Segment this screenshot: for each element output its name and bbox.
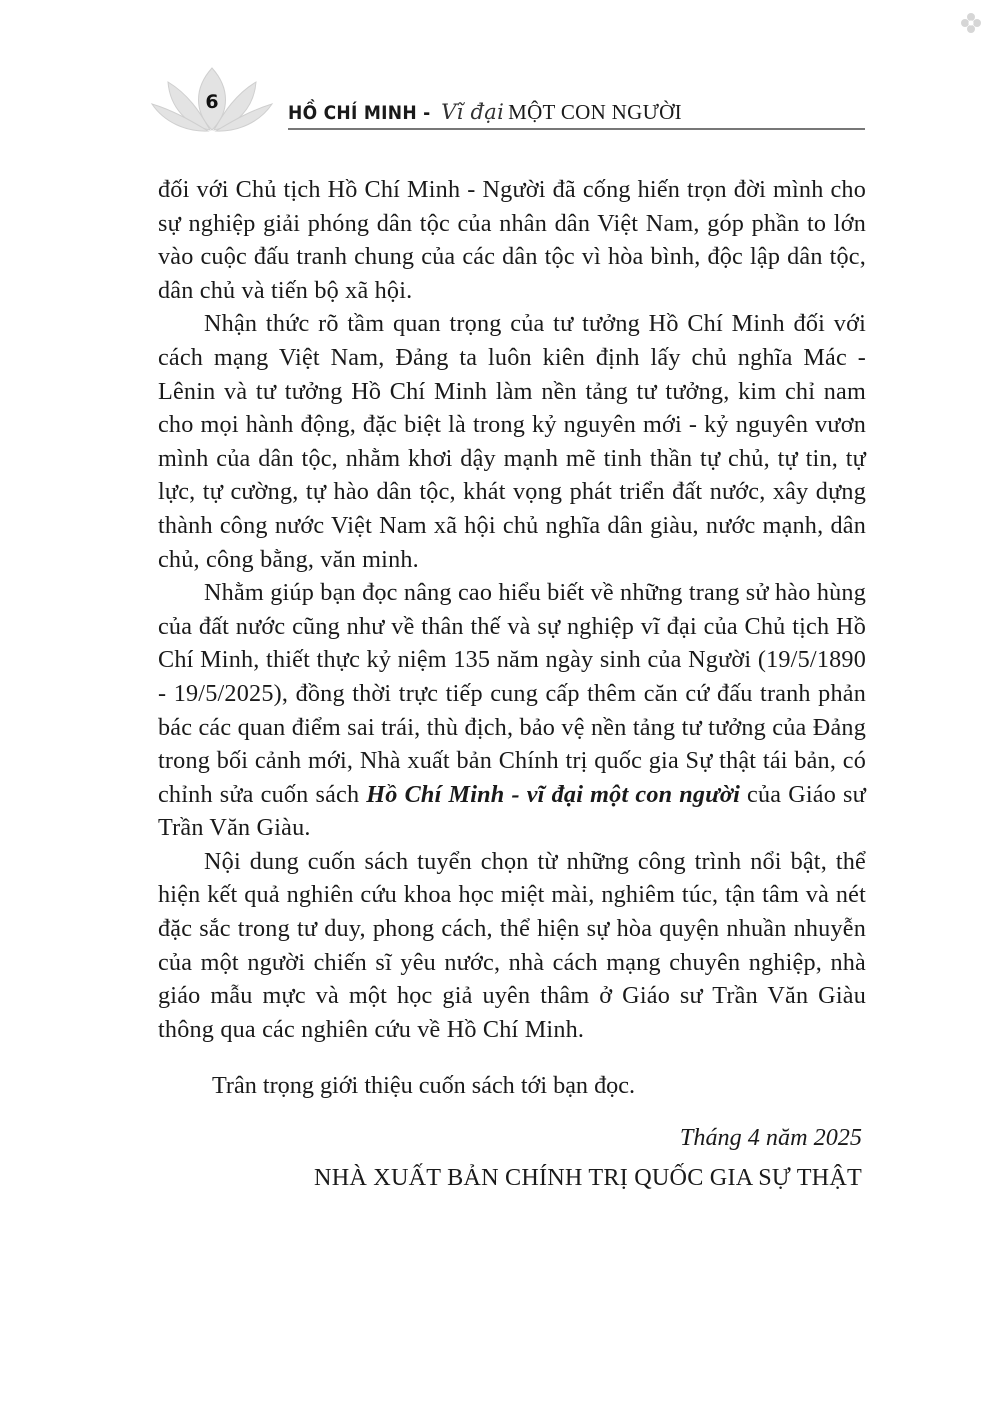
paragraph-book-intro <box>158 576 866 845</box>
book-title: Hồ Chí Minh - vĩ đại một con người <box>366 780 741 808</box>
page-header <box>150 60 865 135</box>
paragraph: Nhận thức rõ tầm quan trọng của tư tưởng Hồ Chí Minh đối với cách mạng Việt Nam, Đảng ta luôn kiên định lấy chủ nghĩa Mác - Lênin và tư tưởng Hồ Chí Minh làm nền tảng tư tưởng, kim chỉ nam cho mọi hành động, đặc biệt là trong kỷ nguyên mới - kỷ nguyên vươn mình của dân tộc, nhằm khơi dậy mạnh mẽ tinh thần tự chủ, tự tin, tự lực, tự cường, tự hào dân tộc, khát vọng phát triển đất nước, xây dựng thành công nước Việt Nam xã hội chủ nghĩa dân giàu, nước mạnh, dân chủ, công bằng, văn minh. <box>158 310 866 573</box>
date-line: Tháng 4 năm 2025 <box>679 1124 862 1151</box>
running-head-tail: MỘT CON NGƯỜI <box>508 100 682 124</box>
page-number: 6 <box>205 91 219 113</box>
header-rule <box>288 128 865 130</box>
running-head <box>288 100 682 125</box>
paragraph-text: của Giáo sư Trần Văn Giàu. <box>158 780 866 842</box>
running-head-italic: Vĩ đại <box>441 100 505 124</box>
running-head-main: HỒ CHÍ MINH - <box>288 102 431 124</box>
paragraph: Nội dung cuốn sách tuyển chọn từ những công trình nổi bật, thể hiện kết quả nghiên cứu khoa học miệt mài, nghiêm túc, tận tâm và nét đặc sắc trong tư duy, phong cách, thể hiện sự hòa quyện nhuần nhuyễn của một người chiến sĩ yêu nước, nhà cách mạng chuyên nghiệp, nhà giáo mẫu mực và một học giả uyên thâm ở Giáo sư Trần Văn Giàu thông qua các nghiên cứu về Hồ Chí Minh. <box>158 847 866 1043</box>
paragraph-text: Nhằm giúp bạn đọc nâng cao hiểu biết về những trang sử hào hùng của đất nước cũng như về thân thế và sự nghiệp vĩ đại của Chủ tịch Hồ Chí Minh, thiết thực kỷ niệm 135 năm ngày sinh của Người (19/5/1890 - 19/5/2025), đồng thời trực tiếp cung cấp thêm căn cứ đấu tranh phản bác các quan điểm sai trái, thù địch, bảo vệ nền tảng tư tưởng của Đảng trong bối cảnh mới, Nhà xuất bản Chính trị quốc gia Sự thật tái bản, có chỉnh sửa cuốn sách <box>158 579 866 808</box>
closing-line: Trân trọng giới thiệu cuốn sách tới bạn đọc. <box>212 1072 636 1099</box>
body-text <box>158 173 866 1046</box>
publisher-signature: NHÀ XUẤT BẢN CHÍNH TRỊ QUỐC GIA SỰ THẬT <box>314 1164 862 1191</box>
paragraph-continued: đối với Chủ tịch Hồ Chí Minh - Người đã cống hiến trọn đời mình cho sự nghiệp giải phóng dân tộc của nhân dân Việt Nam, góp phần to lớn vào cuộc đấu tranh chung của các dân tộc vì hòa bình, độc lập dân tộc, dân chủ và tiến bộ xã hội. <box>158 176 866 304</box>
flower-icon <box>960 12 982 34</box>
